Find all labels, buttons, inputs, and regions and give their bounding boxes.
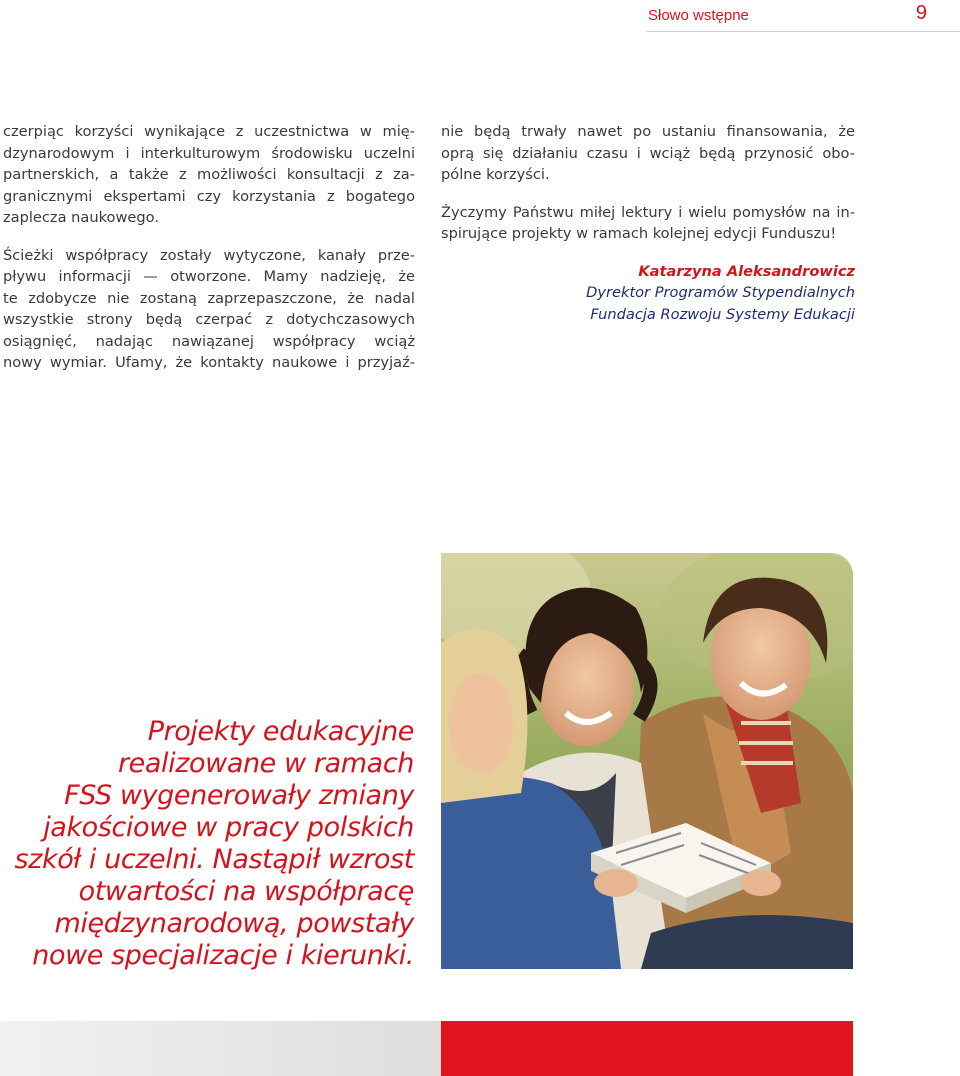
text-line: pólne korzyści. (441, 166, 550, 183)
pull-quote-line: otwartości na współpracę (78, 876, 414, 907)
text-line: partnerskich, a także z możliwości konsultacji z za- (3, 166, 415, 183)
text-line: nowy wymiar. Ufamy, że kontakty naukowe i przyjaź- (3, 354, 415, 371)
pull-quote-line: szkół i uczelni. Nastąpił wzrost (14, 844, 414, 875)
footer-red-bar (441, 1021, 853, 1076)
text-line: te zdobycze nie zostaną zaprzepaszczone, że nadal (3, 289, 415, 307)
text-line: czerpiąc korzyści wynikające z uczestnictwa w mię- (3, 123, 415, 140)
footer-grey-bar (0, 1021, 441, 1076)
text-line: osiągnięć, nadając nawiązanej współpracy wciąż (3, 332, 415, 350)
text-line: zaplecza naukowego. (3, 209, 159, 226)
pull-quote-line: realizowane w ramach (117, 748, 414, 779)
pull-quote-line: jakościowe w pracy polskich (43, 812, 414, 843)
text-line: dzynarodowym i interkulturowym środowisku uczelni (3, 144, 415, 162)
text-line: oprą się działaniu czasu i wciąż będą przynosić obo- (441, 144, 855, 162)
signature-organization: Fundacja Rozwoju Systemy Edukacji (590, 305, 855, 323)
signature-name: Katarzyna Aleksandrowicz (638, 262, 855, 280)
text-line: granicznymi ekspertami czy korzystania z bogatego (3, 187, 415, 205)
pull-quote-line: międzynarodową, powstały (54, 908, 414, 939)
right-column (441, 121, 855, 325)
text-line: nie będą trwały nawet po ustaniu finansowania, że (441, 123, 855, 140)
pull-quote-line: FSS wygenerowały zmiany (64, 780, 414, 811)
text-line: pływu informacji — otworzone. Mamy nadzieję, że (3, 268, 415, 285)
left-column (3, 121, 415, 374)
pull-quote (3, 716, 414, 972)
pull-quote-line: nowe specjalizacje i kierunki. (32, 940, 414, 971)
header-rule (646, 31, 960, 32)
students-reading-book-photo (441, 553, 853, 969)
text-line: spirujące projekty w ramach kolejnej edycji Funduszu! (441, 225, 837, 242)
text-line: Życzymy Państwu miłej lektury i wielu pomysłów na in- (441, 203, 855, 221)
section-title: Słowo wstępne (648, 7, 749, 24)
text-line: Ścieżki współpracy zostały wytyczone, kanały prze- (3, 246, 415, 264)
page-number: 9 (915, 2, 927, 24)
pull-quote-line: Projekty edukacyjne (147, 716, 414, 747)
text-line: wszystkie strony będą czerpać z dotychczasowych (3, 311, 415, 328)
signature-title: Dyrektor Programów Stypendialnych (586, 284, 855, 301)
